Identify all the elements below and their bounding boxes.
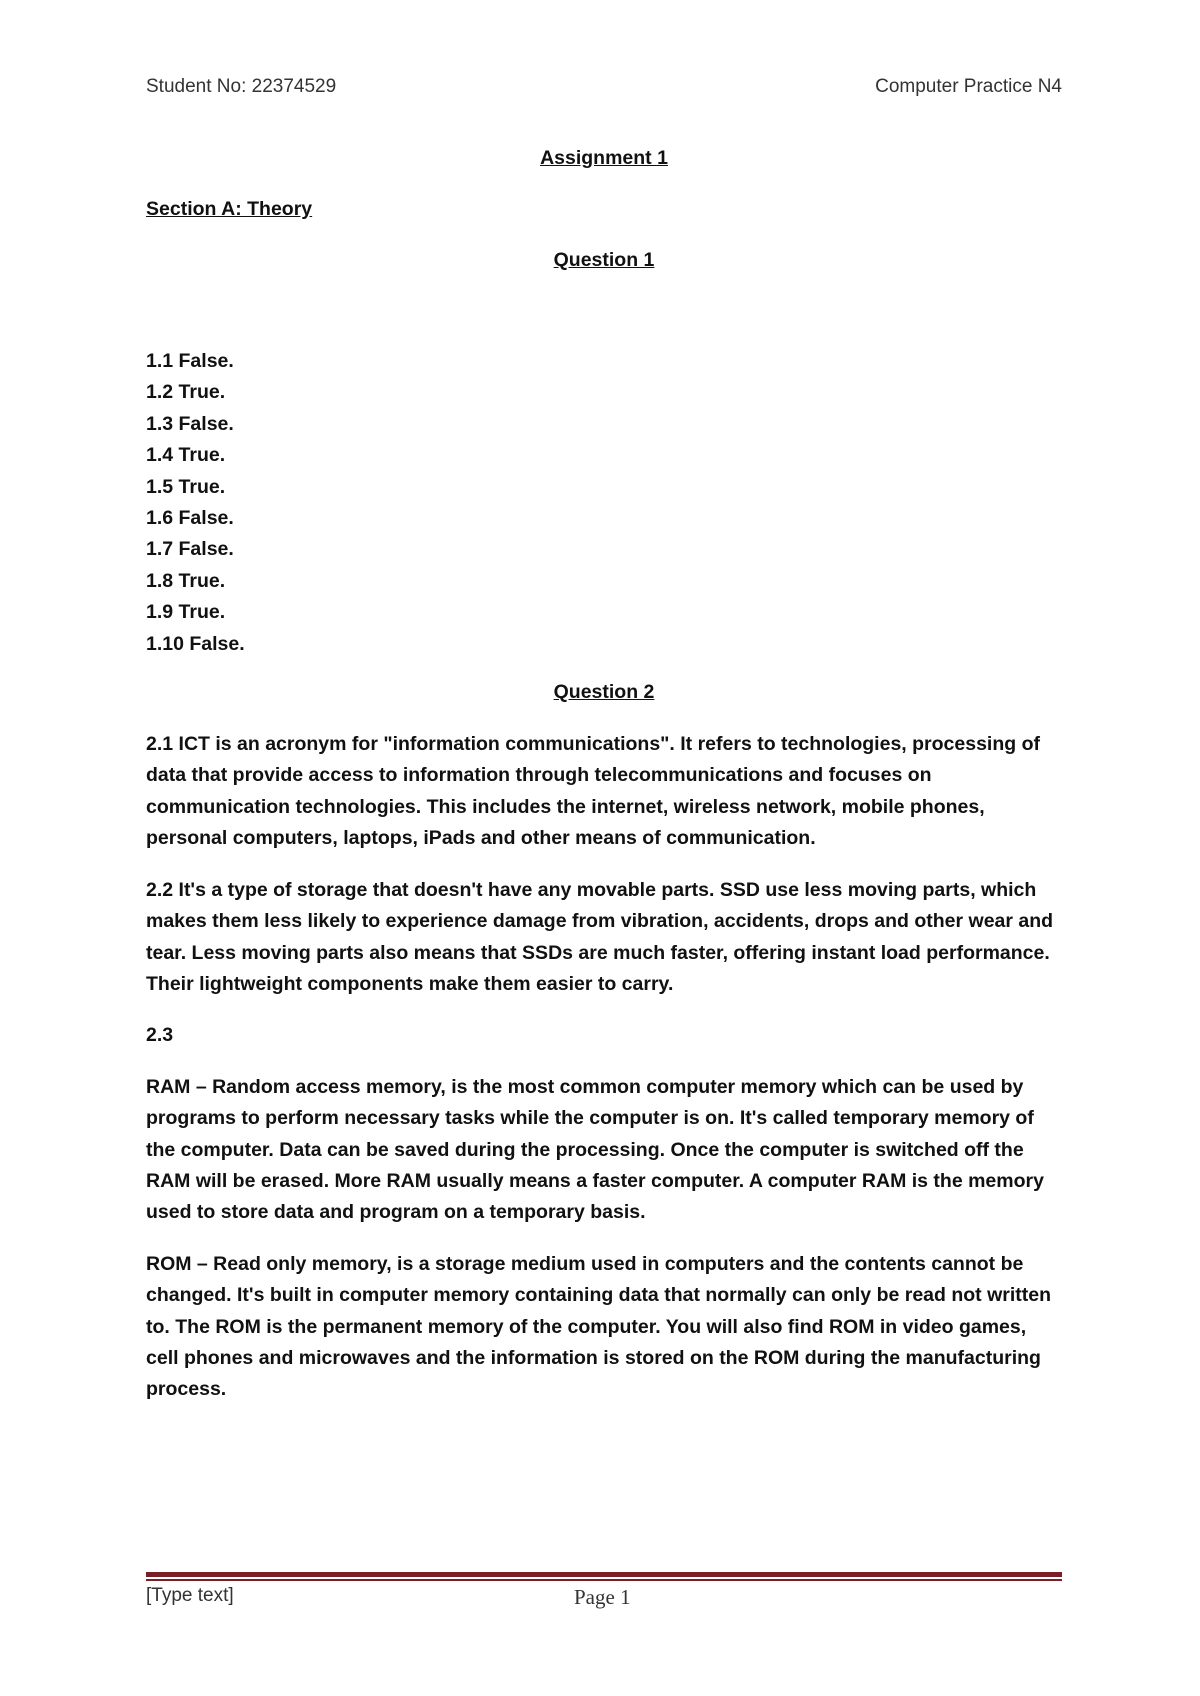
answer-item: 1.8 True. (146, 569, 226, 592)
answer-item: 1.7 False. (146, 538, 234, 561)
answer-item: 1.6 False. (146, 507, 234, 530)
page-header (146, 76, 1062, 98)
footer-divider-thin (146, 1579, 1062, 1581)
footer-divider (146, 1572, 1062, 1581)
question-1-heading: Question 1 (553, 249, 655, 271)
header-course-name: Computer Practice N4 (875, 76, 1062, 97)
answer-2-1-paragraph: 2.1 ICT is an acronym for "information communications". It refers to technologies, processing of data that provide access to information through telecommunications and focuses on communication technologies. This includes the internet, wireless network, mobile phones, personal computers, laptops, iPads and other means of communication. (146, 733, 1040, 850)
assignment-title: Assignment 1 (540, 147, 668, 169)
question-2-heading: Question 2 (553, 681, 655, 704)
page-number: Page 1 (574, 1585, 631, 1609)
answer-item: 1.4 True. (146, 444, 226, 467)
rom-paragraph: ROM – Read only memory, is a storage medium used in computers and the contents cannot be changed. It's built in computer memory containing data that normally can only be read not written to. The ROM is the permanent memory of the computer. You will also find ROM in video games, cell phones and microwaves and the information is stored on the ROM during the manufacturing process. (146, 1252, 1052, 1401)
answer-item: 1.9 True. (146, 601, 226, 624)
section-heading: Section A: Theory (146, 198, 313, 220)
header-student-number: Student No: 22374529 (146, 76, 337, 97)
footer-divider-thick (146, 1572, 1062, 1577)
answer-item: 1.1 False. (146, 350, 234, 372)
footer-placeholder-text[interactable]: [Type text] (146, 1585, 234, 1606)
question-1-answers (146, 346, 1062, 660)
document-body (146, 146, 1062, 1426)
answer-2-2-paragraph: 2.2 It's a type of storage that doesn't have any movable parts. SSD use less moving parts, which makes them less likely to experience damage from vibration, accidents, drops and other wear and tear. Less moving parts also means that SSDs are much faster, offering instant load performance. Their lightweight components make them easier to carry. (146, 878, 1054, 995)
answer-2-3-label: 2.3 (146, 1024, 174, 1047)
ram-paragraph: RAM – Random access memory, is the most common computer memory which can be used by programs to perform necessary tasks while the computer is on. It's called temporary memory of the computer. Data can be saved during the processing. Once the computer is switched off the RAM will be erased. More RAM usually means a faster computer. A computer RAM is the memory used to store data and program on a temporary basis. (146, 1075, 1044, 1224)
answer-item: 1.5 True. (146, 475, 226, 498)
answer-item: 1.2 True. (146, 381, 226, 404)
answer-item: 1.10 False. (146, 632, 245, 655)
answer-item: 1.3 False. (146, 412, 234, 435)
